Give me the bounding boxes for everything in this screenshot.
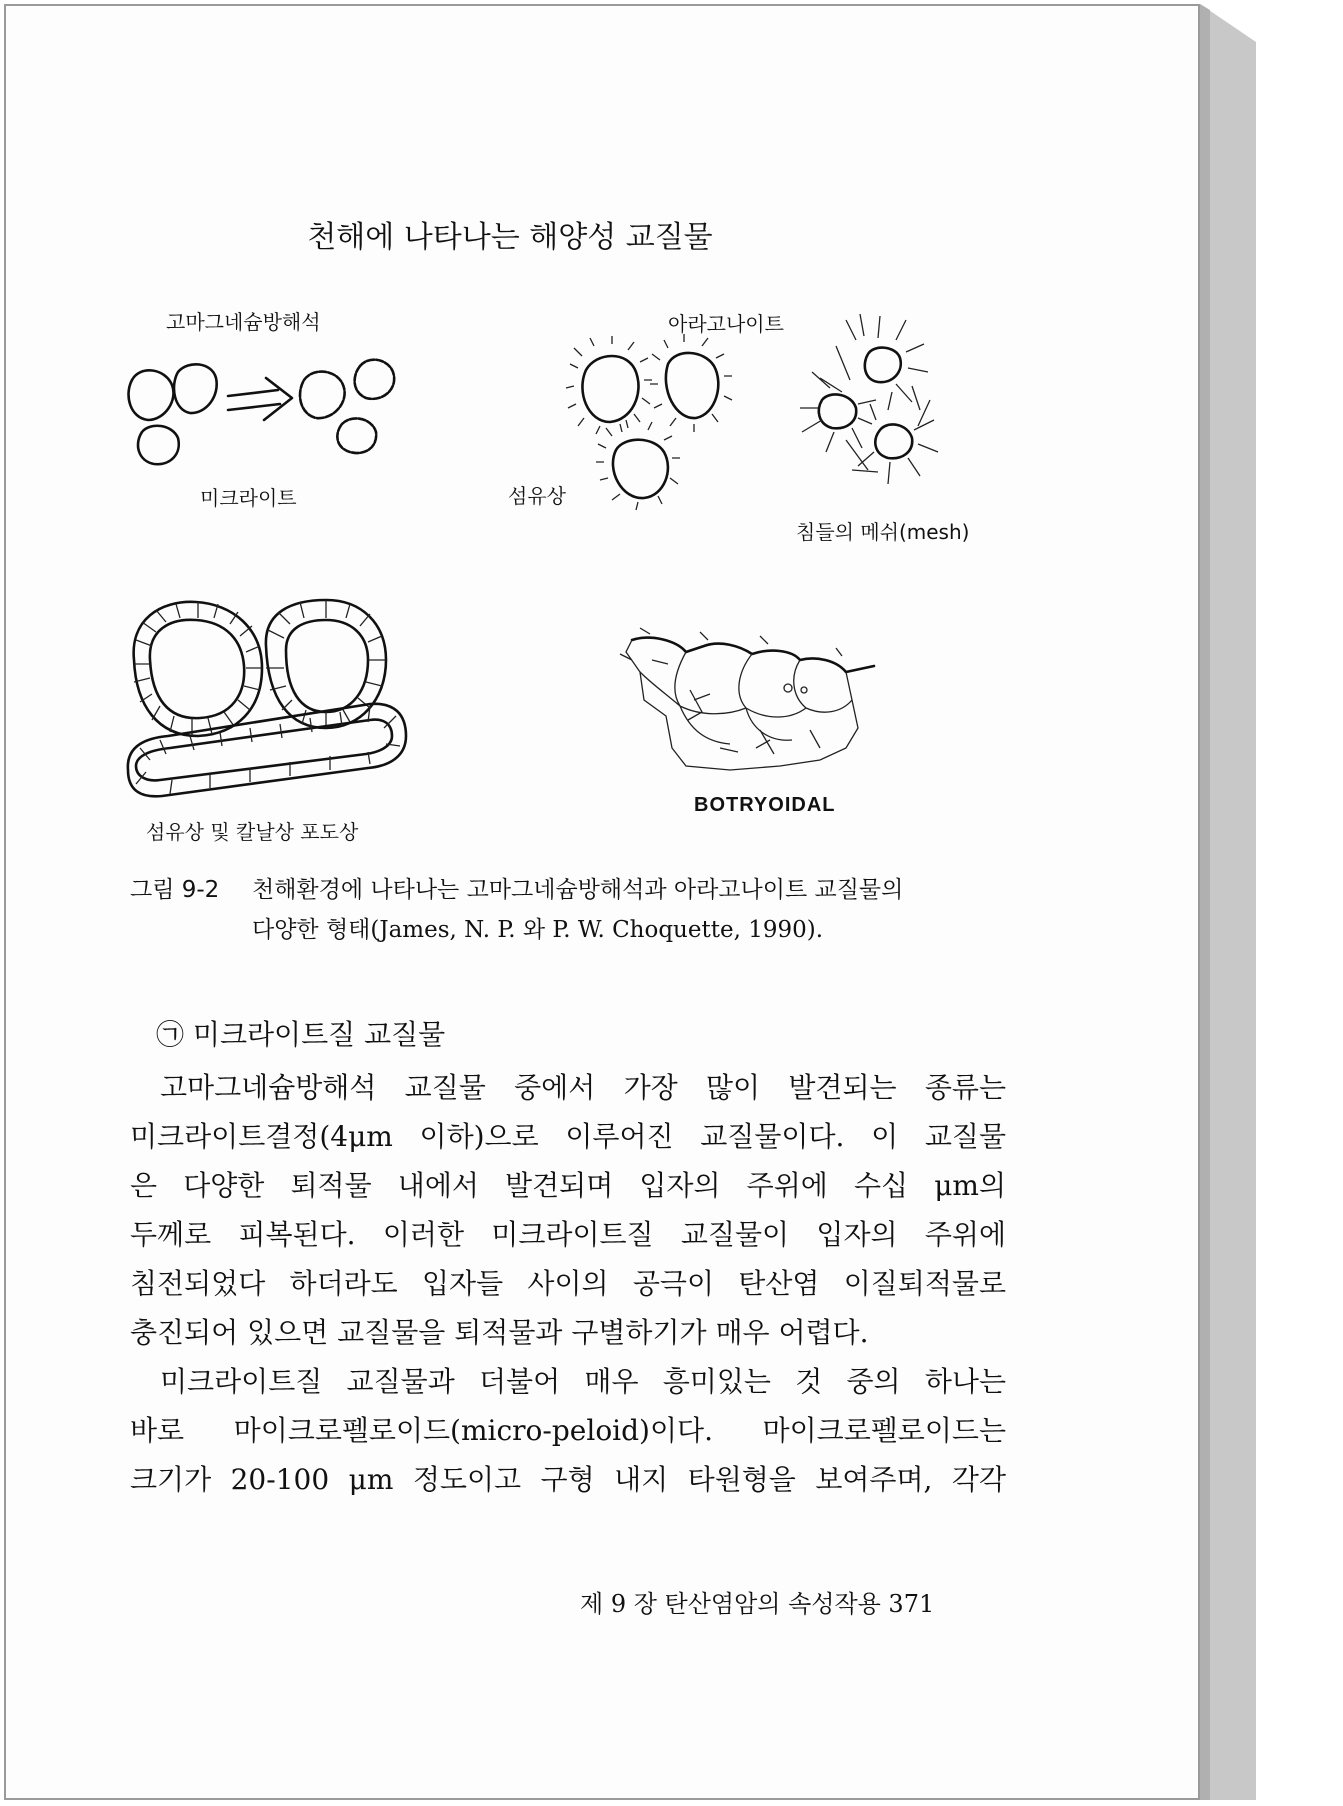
label-fibrous: 섬유상 [508,484,566,508]
body-text [130,1010,1006,1504]
micrite-grains-right [300,360,394,453]
paragraph-line: 충진되어 있으면 교질물을 퇴적물과 구별하기가 매우 어렵다. [130,1316,869,1349]
label-fibrous-bladed-botryoidal: 섬유상 및 칼날상 포도상 [146,820,359,844]
botryoidal-drawing [620,628,874,770]
aragonite-needle-mesh [800,314,938,484]
paragraph-2 [130,1357,1006,1504]
micrite-grains-left [129,364,217,464]
paragraph-1 [130,1063,1006,1357]
micrite-arrow [228,378,292,420]
section-subheading: ㉠ 미크라이트질 교질물 [156,1018,446,1051]
label-aragonite: 아라고나이트 [668,312,784,336]
label-botryoidal: BOTRYOIDAL [694,794,836,816]
paragraph-line: 미크라이트결정(4μm 이하)으로 이루어진 교질물이다. 이 교질물 [130,1120,1006,1153]
paragraph-line: 미크라이트질 교질물과 더불어 매우 흥미있는 것 중의 하나는 [160,1365,1006,1398]
paragraph-line: 침전되었다 하더라도 입자들 사이의 공극이 탄산염 이질퇴적물로 [130,1267,1006,1300]
caption-number: 그림 9-2 [130,877,220,903]
page-footer: 제 9 장 탄산염암의 속성작용 371 [580,1590,935,1618]
label-needle-mesh: 침들의 메쉬(mesh) [796,520,970,544]
caption-line-2: 다양한 형태(James, N. P. 와 P. W. Choquette, 1990). [252,917,824,943]
paragraph-line: 두께로 피복된다. 이러한 미크라이트질 교질물이 입자의 주위에 [130,1218,1006,1251]
paragraph-line: 바로 마이크로펠로이드(micro-peloid)이다. 마이크로펠로이드는 [130,1414,1006,1447]
paragraph-line: 고마그네슘방해석 교질물 중에서 가장 많이 발견되는 종류는 [160,1071,1006,1104]
label-micrite: 미크라이트 [200,486,297,510]
label-magnesian-calcite: 고마그네슘방해석 [166,310,321,334]
paragraph-line: 크기가 20-100 μm 정도이고 구형 내지 타원형을 보여주며, 각각 [130,1463,1006,1496]
paragraph-line: 은 다양한 퇴적물 내에서 발견되며 입자의 주위에 수십 μm의 [130,1169,1006,1202]
caption-line-1: 천해환경에 나타나는 고마그네슘방해석과 아라고나이트 교질물의 [252,877,904,903]
figure-caption [130,870,1010,950]
aragonite-fibrous-grains [566,334,732,510]
figure-title: 천해에 나타나는 해양성 교질물 [307,220,713,255]
fibrous-bladed-cavities [128,600,406,796]
